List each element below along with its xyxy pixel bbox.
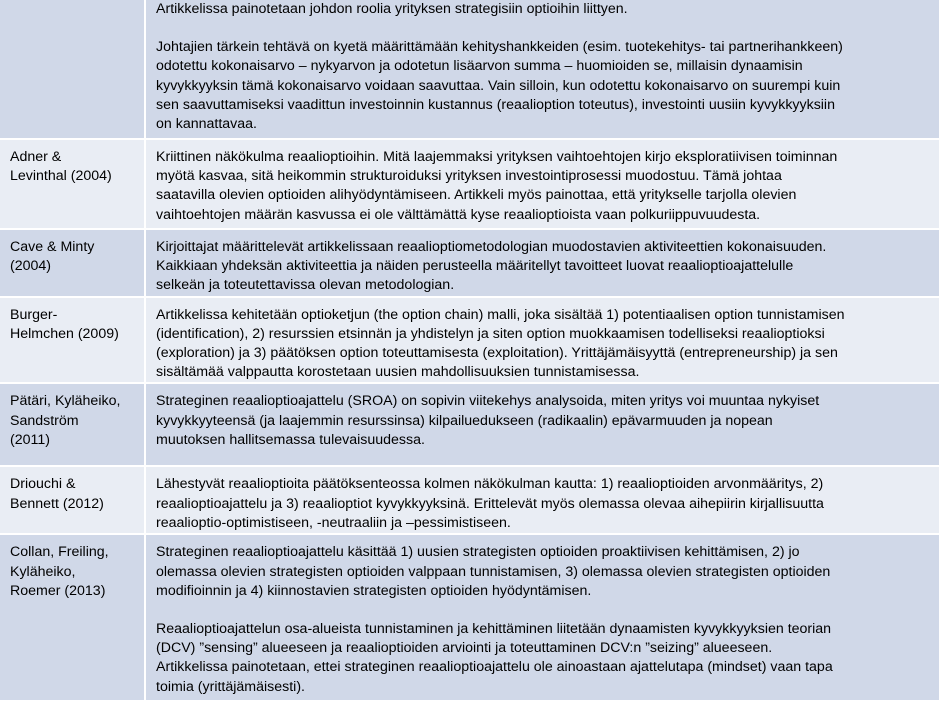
- table-row: [0, 466, 939, 534]
- description-paragraph: Johtajien tärkein tehtävä on kyetä määrittämään kehityshankkeiden (esim. tuotekehitys- tai partnerihankkeen) odotettu kokonaisarvo – nykyarvon ja odotetun lisäarvon summa – huomioiden se, millaisin dynaamisin kyvykkyyksin tämä kokonaisarvo voidaan saavuttaa. Vain silloin, kun odotettu kokonaisarvo on suurempi kuin sen saavuttamiseksi vaadittun investoinnin kustannus (reaalioption toteutus), investointi uusiin kyvykkyyksiin on kannattavaa.: [156, 39, 843, 133]
- description-cell: [145, 229, 939, 297]
- table-row: [0, 534, 939, 701]
- author-cell: [0, 229, 145, 297]
- description-paragraph: Artikkelissa kehitetään optioketjun (the option chain) malli, joka sisältää 1) potentiaalisen option tunnistamisen (identification), 2) resurssien etsinnän ja yhdistelyn ja siten option muokkaamisen todelliseksi reaalioptioksi (exploration) ja 3) päätöksen option toteuttamisesta (exploitation). Yrittäjämäisyyttä (entrepreneurship) ja sen sisältämää valppautta korostetaan uusien mahdollisuuksien tunnistamisessa.: [156, 306, 845, 381]
- author-name: Driouchi & Bennett (2012): [10, 476, 104, 512]
- description-paragraph: Lähestyvät reaalioptioita päätöksenteossa kolmen näkökulman kautta: 1) reaalioptioiden arvonmääritys, 2) reaalioptioajattelu ja 3) reaalioptiot kyvykkyyksinä. Erittelevät myös olemassa olevaa aihepiirin kirjallisuutta reaalioptio-optimistiseen, -neutraaliin ja –pessimistiseen.: [156, 476, 824, 531]
- table-row: [0, 297, 939, 384]
- description-paragraph: Strateginen reaalioptioajattelu (SROA) on sopivin viitekehys analysoida, miten yritys voi muuntaa nykyiset kyvykkyyteensä (ja laajemmin resurssinsa) kilpailuedukseen (radikaalin) epävarmuuden ja nopean muutoksen hallitsemassa tulevaisuudessa.: [156, 393, 820, 448]
- table-row: [0, 229, 939, 297]
- author-name: Burger- Helmchen (2009): [10, 306, 119, 342]
- author-name: Cave & Minty (2004): [10, 239, 95, 275]
- description-cell: [145, 139, 939, 229]
- description-cell: [145, 534, 939, 701]
- description-paragraph: Kirjoittajat määrittelevät artikkelissaan reaalioptiometodologian muodostavien aktiviteettien kokonaisuuden. Kaikkiaan yhdeksän aktiviteettia ja näiden perusteella määritellyt tavoitteet luovat reaalioptioajattelulle selkeän ja toteutettavissa olevan metodologian.: [156, 239, 827, 294]
- table-row: [0, 383, 939, 466]
- author-name: [0, 0, 144, 8]
- author-cell: [0, 297, 145, 384]
- author-name: Collan, Freiling, Kyläheiko, Roemer (2013): [10, 544, 109, 599]
- author-name: Pätäri, Kyläheiko, Sandström (2011): [10, 393, 121, 448]
- author-cell: [0, 139, 145, 229]
- table-row: [0, 0, 939, 139]
- author-cell: [0, 466, 145, 534]
- description-paragraph: Strateginen reaalioptioajattelu käsittää 1) uusien strategisten optioiden proaktiivisen kehittämisen, 2) jo olemassa olevien strategisten optioiden valppaan tunnistamisen, 3) olemassa olevien strategisten optioiden modifioinnin ja 4) kiinnostavien strategisten optioiden hyödyntämisen.: [156, 544, 831, 599]
- description-cell: [145, 466, 939, 534]
- description-paragraph: Kriittinen näkökulma reaalioptioihin. Mitä laajemmaksi yrityksen vaihtoehtojen kirjo eksploratiivisen toiminnan myötä kasvaa, sitä heikommin strukturoiduksi yrityksen investointiprosessi muodostuu. Tämä johtaa saatavilla olevien optioiden alihyödyntämiseen. Artikkeli myös painottaa, että yritykselle tarjolla olevien vaihtoehtojen määrän kasvussa ei ole välttämättä kyse reaalioptioista vaan polkuriippuvuudesta.: [156, 149, 838, 223]
- author-name: Adner & Levinthal (2004): [10, 149, 112, 185]
- table-row: [0, 139, 939, 229]
- author-cell: [0, 383, 145, 466]
- description-paragraph: Reaalioptioajattelun osa-alueista tunnistaminen ja kehittäminen liitetään dynaamisten kyvykkyyksien teorian (DCV) ”sensing” alueeseen ja reaalioptioiden arviointi ja toteuttaminen DCV:n ”seizing” alueeseen. Artikkelissa painotetaan, ettei strateginen reaalioptioajattelu ole ainoastaan ajattelutapa (mindset) vaan tapa toimia (yrittäjämäisesti).: [156, 621, 833, 695]
- author-cell: [0, 0, 145, 139]
- description-cell: [145, 297, 939, 384]
- description-paragraph: Artikkelissa painotetaan johdon roolia yrityksen strategisiin optioihin liittyen.: [156, 1, 628, 17]
- description-cell: [145, 0, 939, 139]
- author-cell: [0, 534, 145, 701]
- description-cell: [145, 383, 939, 466]
